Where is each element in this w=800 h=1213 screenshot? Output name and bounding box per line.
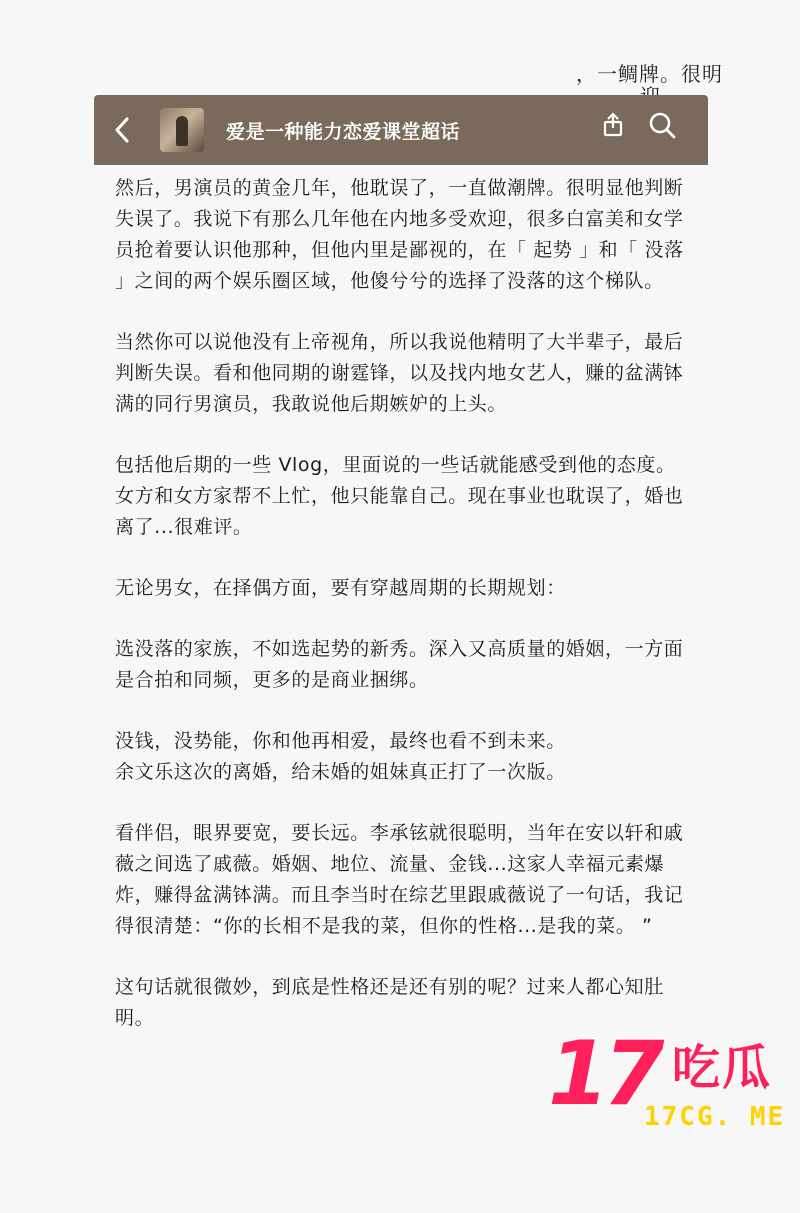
post-paragraph: 这句话就很微妙，到底是性格还是还有别的呢？过来人都心知肚明。 [115, 976, 664, 1029]
header-bar [94, 95, 708, 165]
page-title: 爱是一种能力恋爱课堂超话 [226, 120, 461, 143]
post-paragraph: 当然你可以说他没有上帝视角，所以我说他精明了大半辈子，最后判断失误。看和他同期的谢霆锋，以及找内地女艺人，赚的盆满钵满的同行男演员，我敢说他后期嫉妒的上头。 [115, 331, 684, 415]
topic-avatar[interactable] [160, 108, 204, 152]
post-paragraph: 然后，男演员的黄金几年，他耽误了，一直做潮牌。很明显他判断失误了。我说下有那么几年他在内地多受欢迎，很多白富美和女学员抢着要认识他那种，但他内里是鄙视的，在「 起势 」和「 没落 」之间的两个娱乐圈区域，他傻兮兮的选择了没落的这个梯队。 [115, 177, 684, 292]
post-paragraph: 看伴侣，眼界要宽，要长远。李承铉就很聪明，当年在安以轩和戚薇之间选了戚薇。婚姻、地位、流量、金钱...这家人幸福元素爆炸，赚得盆满钵满。而且李当时在综艺里跟戚薇说了一句话，我记得很清楚：“你的长相不是我的菜，但你的性格...是我的菜。 ” [115, 822, 684, 937]
post-paragraph: 无论男女，在择偶方面，要有穿越周期的长期规划： [115, 577, 566, 599]
site-watermark [548, 1022, 798, 1150]
share-icon[interactable] [598, 110, 628, 140]
search-icon[interactable] [646, 109, 678, 141]
post-paragraph: 没钱，没势能，你和他再相爱，最终也看不到未来。 余文乐这次的离婚，给未婚的姐妹真正打了一次版。 [115, 730, 566, 783]
watermark-domain: 17CG. ME [644, 1102, 786, 1132]
post-paragraph: 包括他后期的一些 Vlog，里面说的一些话就能感受到他的态度。女方和女方家帮不上忙，他只能靠自己。现在事业也耽误了，婚也离了...很难评。 [115, 454, 684, 538]
post-paragraph: 选没落的家族，不如选起势的新秀。深入又高质量的婚姻，一方面是合拍和同频，更多的是商业捆绑。 [115, 638, 684, 691]
post-body [115, 173, 695, 1064]
back-button[interactable] [98, 95, 146, 165]
watermark-number: 17 [548, 1022, 659, 1125]
bleed-through-text: ，一鲷牌。很明 [576, 62, 723, 86]
watermark-chinese: 吃瓜 [672, 1040, 773, 1096]
chevron-left-icon [112, 115, 132, 145]
